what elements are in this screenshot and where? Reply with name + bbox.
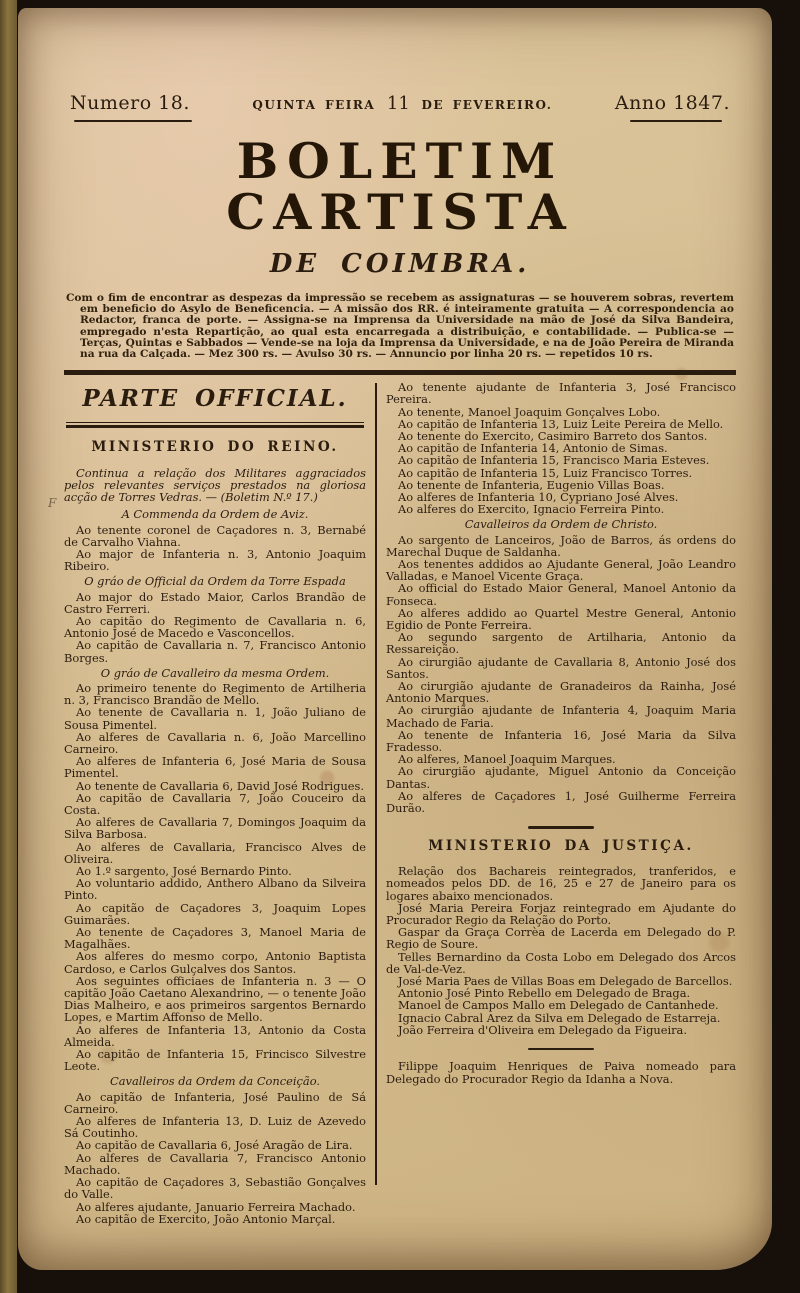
text-block: Ao major do Estado Maior, Carlos Brandão de Castro Ferreri. — [64, 589, 366, 616]
year-rule — [630, 120, 722, 122]
text-block: Ao capitão de Cavallaria n. 7, Francisco Antonio Borges. — [64, 638, 366, 665]
text-block: João Ferreira d'Oliveira em Delegado da Figueira. — [398, 1022, 687, 1037]
text-block: A Commenda da Ordem de Aviz. — [121, 507, 309, 522]
text-block: Ao capitão de Caçadores 3, Joaquim Lopes Guimarães. — [64, 900, 366, 927]
text-block: Relação dos Bachareis reintegrados, tranferidos, e nomeados pelos DD. de 16, 25 e 27 de Janeiro para os logares abaixo mencionados. — [386, 864, 736, 903]
text-block: Ao alferes de Infanteria 10, Cypriano José Alves. — [398, 490, 679, 505]
section-title-rule — [66, 422, 364, 428]
text-block: Continua a relação dos Militares aggraciados pelos relevantes serviços prestados na gloriosa acção de Torres Vedras. — (Boletim N.º 17.) — [64, 465, 366, 505]
text-block: Ao cirurgião ajudante de Granadeiros da Rainha, José Antonio Marques. — [386, 679, 736, 706]
text-block: MINISTERIO DO REINO. — [91, 439, 339, 456]
text-block: Ao alferes do Exercito, Ignacio Ferreira Pinto. — [398, 502, 665, 517]
text-block: Cavalleiros da Ordem da Conceição. — [110, 1074, 320, 1089]
two-column-body — [64, 381, 736, 1225]
text-block: Ao tenente do Exercito, Casimiro Barreto dos Santos. — [398, 429, 708, 443]
text-block: Ao 1.º sargento, José Bernardo Pinto. — [76, 864, 292, 879]
text-block: Ignacio Cabral Arez da Silva em Delegado de Estarreja. — [398, 1010, 721, 1025]
issue-number-rule — [74, 120, 192, 122]
text-block: Ao capitão de Infanteria, José Paulino de Sá Carneiro. — [64, 1089, 366, 1116]
masthead-divider-rule — [64, 370, 736, 375]
text-block: Ao tenente de Infanteria, Eugenio Villas Boas. — [398, 477, 665, 492]
text-block: Ao cirurgião ajudante de Infanteria 4, Joaquim Maria Machado de Faria. — [386, 703, 736, 730]
text-block: Ao alferes de Cavallaria n. 6, João Marcellino Carneiro. — [64, 729, 366, 756]
text-block: Ao tenente de Caçadores 3, Manoel Maria de Magalhães. — [64, 925, 366, 952]
text-block: Ao major de Infanteria n. 3, Antonio Joaquim Ribeiro. — [64, 546, 366, 574]
text-block: Cavalleiros da Ordem de Christo. — [464, 517, 658, 532]
section-divider-rule — [528, 826, 594, 828]
margin-mark: F — [48, 496, 57, 510]
date-suffix: DE FEVEREIRO. — [421, 98, 553, 112]
text-block: Ao sargento de Lanceiros, João de Barros, ás ordens do Marechal Duque de Saldanha. — [386, 532, 736, 559]
text-block: Ao segundo sargento de Artilharia, Antonio da Ressareição. — [386, 630, 736, 657]
issue-number: Numero 18. — [70, 92, 190, 114]
text-block: Ao official do Estado Maior General, Manoel Antonio da Fonseca. — [386, 581, 736, 608]
text-block: Antonio José Pinto Rebello em Delegado de Braga. — [398, 986, 691, 1001]
text-block: Ao tenente coronel de Caçadores n. 3, Bernabé de Carvalho Viahna. — [64, 522, 366, 549]
text-block: Aos alferes do mesmo corpo, Antonio Baptista Cardoso, e Carlos Gulçalves dos Santos. — [64, 949, 366, 976]
column-divider-rule — [375, 383, 377, 1185]
right-column-text — [386, 381, 736, 1085]
text-block: José Maria Pereira Forjaz reintegrado em Ajudante do Procurador Regio da Relação do Porto. — [386, 900, 736, 928]
text-block: Gaspar da Graça Corrèa de Lacerda em Delegado do P. Regio de Soure. — [386, 925, 736, 952]
text-block: Ao capitão de Exercito, João Antonio Marçal. — [76, 1211, 336, 1226]
text-block: MINISTERIO DA JUSTIÇA. — [428, 837, 694, 854]
text-block: Ao tenente ajudante de Infanteria 3, José Francisco Pereira. — [386, 380, 736, 407]
year-label: Anno 1847. — [614, 92, 730, 114]
text-block: Ao alferes de Cavallaria 7, Domingos Joaquim da Silva Barbosa. — [64, 815, 366, 842]
text-block: Ao capitão de Infanteria 15, Frincisco Silvestre Leote. — [64, 1047, 366, 1074]
date-line — [252, 93, 552, 114]
right-column — [386, 381, 736, 1225]
text-block: Ao primeiro tenente do Regimento de Artilheria n. 3, Francisco Brandão de Mello. — [64, 680, 366, 708]
header-underlines — [64, 114, 736, 122]
text-block: Ao cirurgião ajudante, Miguel Antonio da Conceição Dantas. — [386, 764, 736, 791]
text-block: Manoel de Campos Mallo em Delegado de Cantanhede. — [398, 998, 719, 1013]
date-day: 11 — [386, 93, 410, 114]
text-block: Ao alferes de Infanteria 6, José Maria de Sousa Pimentel. — [64, 754, 366, 781]
left-column — [64, 381, 366, 1225]
publication-title: BOLETIM CARTISTA — [226, 132, 574, 242]
text-block: Ao voluntario addido, Anthero Albano da Silveira Pinto. — [64, 876, 366, 903]
text-block: Ao capitão de Cavallaria 7, João Couceiro da Costa. — [64, 790, 366, 817]
text-block: Ao capitão de Infanteria 14, Antonio de Simas. — [398, 441, 668, 456]
book-spine-edge — [0, 0, 17, 1293]
date-prefix: QUINTA FEIRA — [252, 98, 376, 112]
text-block: Telles Bernardino da Costa Lobo em Delegado dos Arcos de Val-de-Vez. — [386, 949, 736, 976]
text-block: Ao alferes addido ao Quartel Mestre General, Antonio Egidio de Ponte Ferreira. — [386, 605, 736, 633]
section-title: PARTE OFFICIAL. — [82, 385, 348, 413]
text-block: Ao tenente de Infanteria 16, José Maria da Silva Fradesso. — [386, 727, 736, 755]
text-block: Ao alferes de Infanteria 13, Antonio da Costa Almeida. — [64, 1022, 366, 1049]
text-block: Ao alferes de Caçadores 1, José Guilherme Ferreira Durão. — [386, 788, 736, 816]
text-block: Ao capitão de Cavallaria 6, José Aragão de Lira. — [76, 1138, 353, 1153]
text-block: Ao capitão do Regimento de Cavallaria n. 6, Antonio José de Macedo e Vasconcellos. — [64, 613, 366, 641]
text-block: Ao alferes de Cavallaria 7, Francisco Antonio Machado. — [64, 1150, 366, 1177]
text-block: Ao alferes ajudante, Januario Ferreira Machado. — [76, 1199, 356, 1214]
page-header — [64, 92, 736, 114]
text-block: Filippe Joaquim Henriques de Paiva nomeado para Delegado do Procurador Regio da Idanha a Nova. — [386, 1059, 736, 1086]
newspaper-page — [18, 8, 772, 1270]
text-block: Ao alferes, Manoel Joaquim Marques. — [398, 752, 616, 767]
text-block: O gráo de Official da Ordem da Torre Espada — [84, 574, 346, 589]
text-block: Ao capitão de Infanteria 15, Francisco Maria Esteves. — [398, 453, 710, 468]
text-block: Ao alferes de Infanteria 13, D. Luiz de Azevedo Sá Coutinho. — [64, 1114, 366, 1141]
text-block: Ao tenente, Manoel Joaquim Gonçalves Lobo. — [398, 404, 661, 419]
text-block: Ao capitão de Infanteria 13, Luiz Leite Pereira de Mello. — [398, 416, 724, 431]
text-block: Ao tenente de Cavallaria 6, David José Rodrigues. — [76, 778, 365, 793]
text-block: Ao alferes de Cavallaria, Francisco Alves de Oliveira. — [64, 839, 366, 866]
text-block: Ao capitão de Caçadores 3, Sebastião Gonçalves do Valle. — [64, 1175, 366, 1202]
masthead-notice: Com o fim de encontrar as despezas da impressão se recebem as assignaturas — se houverem sobras, revertem em beneficio do Asylo de Beneficencia. — A missão dos RR. é inteiramente gratuita — A correspondencia ao Redactor, franca de porte. — Assigna-se na Imprensa da Universidade na mão de José da Silva Bandeira, empregado n'esta Repartição, ao qual esta encarregada a distribuição, e contabilidade. — Publica-se — Terças, Quintas e Sabbados — Vende-se na loja da Imprensa da Universidade, e na de João Pereira de Miranda na rua da Calçada. — Mez 300 rs. — Avulso 30 rs. — Annuncio por linha 20 rs. — repetidos 10 rs. — [66, 291, 734, 360]
text-block: O gráo de Cavalleiro da mesma Ordem. — [100, 665, 330, 680]
text-block: Ao capitão de Infanteria 15, Luiz Francisco Torres. — [398, 465, 693, 480]
text-block: Ao cirurgião ajudante de Cavallaria 8, Antonio José dos Santos. — [386, 654, 736, 681]
text-block: Ao tenente de Cavallaria n. 1, João Juliano de Sousa Pimentel. — [64, 705, 366, 732]
text-block: Aos tenentes addidos ao Ajudante General, João Leandro Valladas, e Manoel Vicente Graça. — [386, 557, 736, 584]
text-block: José Maria Paes de Villas Boas em Delegado de Barcellos. — [398, 974, 733, 989]
left-column-text — [64, 440, 366, 1225]
text-block: Aos seguintes officiaes de Infanteria n. 3 — O capitão João Caetano Alexandrino, — o tenente João Dias Malheiro, e aos primeiros sargentos Bernardo Lopes, e Martim Affonso de Mello. — [64, 973, 366, 1025]
section-divider-rule — [528, 1048, 594, 1050]
publication-subtitle: DE COIMBRA. — [269, 248, 531, 279]
